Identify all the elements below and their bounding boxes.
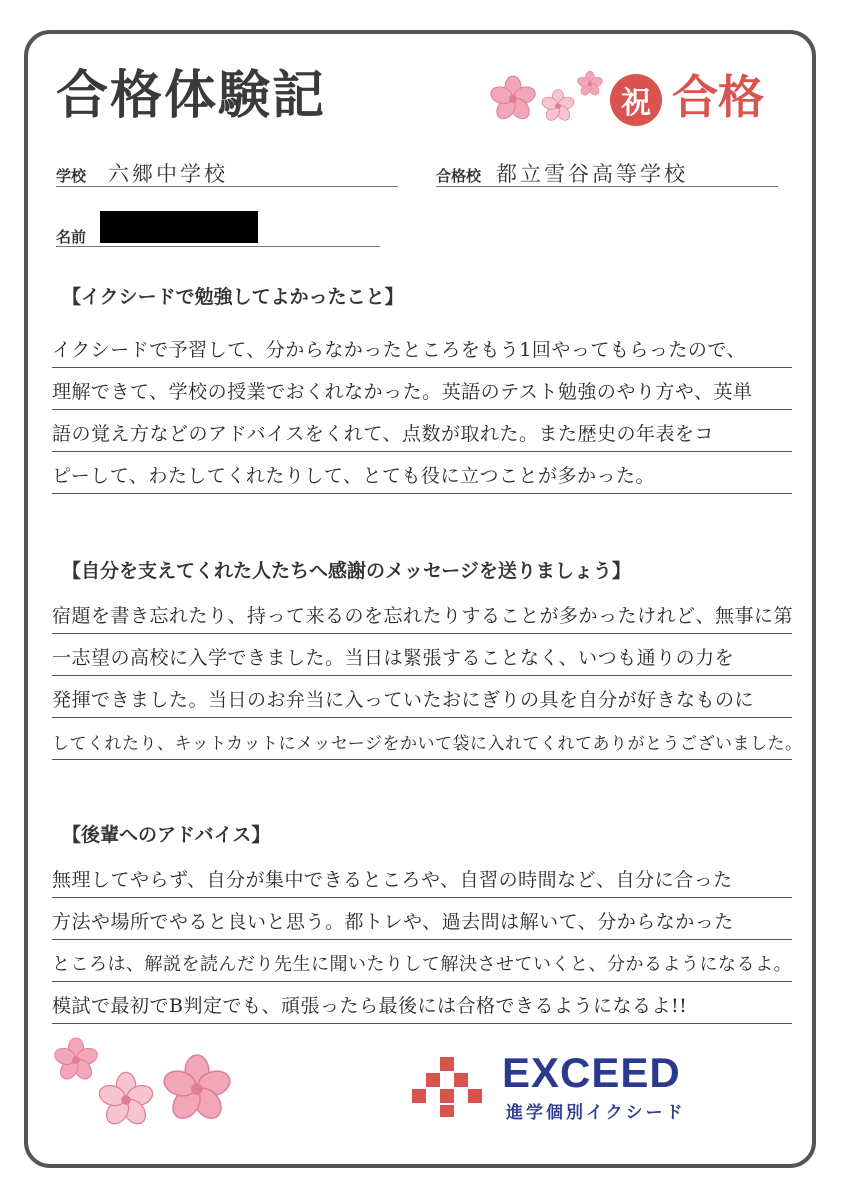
text-line: 模試で最初でB判定でも、頑張ったら最後には合格できるようになるよ!! bbox=[52, 982, 792, 1024]
text-line: ピーして、わたしてくれたりして、とても役に立つことが多かった。 bbox=[52, 452, 792, 494]
section-body-thanks bbox=[52, 592, 803, 760]
cherry-blossom-icon bbox=[52, 1036, 100, 1084]
section-body-good bbox=[52, 326, 792, 494]
section-heading-advice: 【後輩へのアドバイス】 bbox=[62, 824, 271, 846]
pass-label: 合格 bbox=[672, 70, 764, 124]
school-label: 学校 bbox=[56, 167, 87, 185]
exceed-cross-logo-icon bbox=[410, 1055, 486, 1119]
text-line: 無理してやらず、自分が集中できるところや、自習の時間など、自分に合った bbox=[52, 856, 792, 898]
text-line: 宿題を書き忘れたり、持って来るのを忘れたりすることが多かったけれど、無事に第 bbox=[52, 592, 792, 634]
cherry-blossom-icon bbox=[160, 1052, 234, 1126]
text-line: 語の覚え方などのアドバイスをくれて、点数が取れた。また歴史の年表をコ bbox=[52, 410, 792, 452]
cherry-blossom-icon bbox=[488, 74, 538, 124]
text-line: してくれたり、キットカットにメッセージをかいて袋に入れてくれてありがとうございました。 bbox=[52, 718, 792, 760]
name-label: 名前 bbox=[56, 228, 87, 246]
name-underline bbox=[56, 246, 380, 247]
page-title: 合格体験記 bbox=[56, 66, 327, 126]
text-line: 方法や場所でやると良いと思う。都トレや、過去問は解いて、分からなかった bbox=[52, 898, 792, 940]
text-line: 理解できて、学校の授業でおくれなかった。英語のテスト勉強のやり方や、英単 bbox=[52, 368, 792, 410]
passed-school-underline bbox=[436, 186, 778, 187]
passed-school-value: 都立雪谷高等学校 bbox=[496, 162, 688, 186]
school-underline bbox=[56, 186, 398, 187]
redacted-name bbox=[100, 211, 258, 243]
section-heading-good: 【イクシードで勉強してよかったこと】 bbox=[62, 286, 404, 308]
celebration-badge: 祝 bbox=[610, 74, 662, 126]
exceed-logo-subtitle: 進学個別イクシード bbox=[506, 1103, 686, 1123]
text-line: ところは、解説を読んだり先生に聞いたりして解決させていくと、分かるようになるよ。 bbox=[52, 940, 792, 982]
passed-school-label: 合格校 bbox=[436, 167, 482, 185]
school-value: 六郷中学校 bbox=[108, 162, 228, 186]
text-line: 一志望の高校に入学できました。当日は緊張することなく、いつも通りの力を bbox=[52, 634, 792, 676]
section-body-advice bbox=[52, 856, 792, 1024]
cherry-blossom-icon bbox=[576, 70, 604, 98]
text-line: イクシードで予習して、分からなかったところをもう1回やってもらったので、 bbox=[52, 326, 792, 368]
section-heading-thanks: 【自分を支えてくれた人たちへ感謝のメッセージを送りましょう】 bbox=[62, 560, 631, 582]
cherry-blossom-icon bbox=[96, 1070, 156, 1130]
exceed-logo-text: EXCEED bbox=[502, 1049, 681, 1096]
text-line: 発揮できました。当日のお弁当に入っていたおにぎりの具を自分が好きなものに bbox=[52, 676, 792, 718]
cherry-blossom-icon bbox=[540, 88, 576, 124]
